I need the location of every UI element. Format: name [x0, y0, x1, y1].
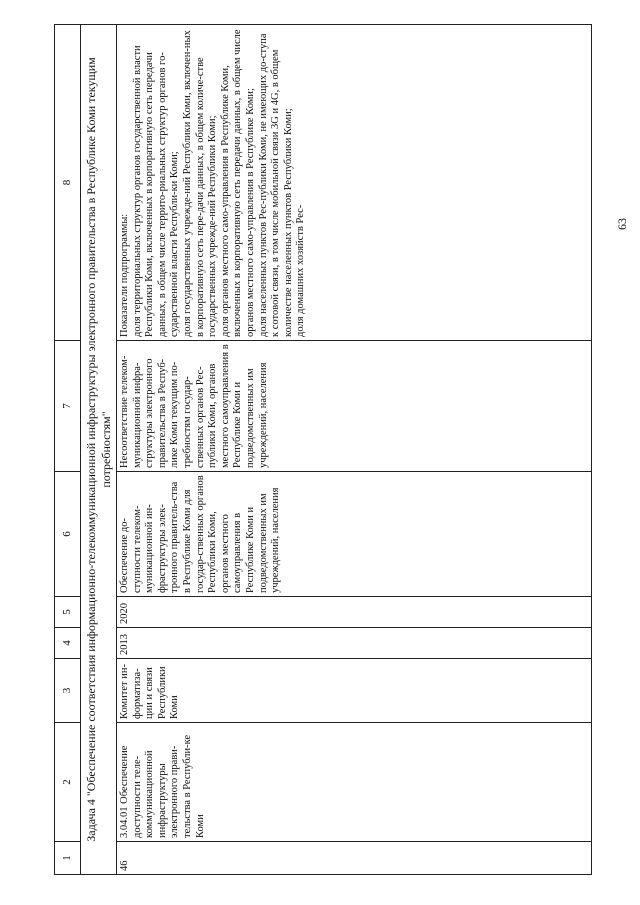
col-number-2: 2	[55, 723, 81, 842]
indicators-cell	[117, 25, 592, 341]
indicator-item: доля органов местного само-управления в Республике Коми, включенных в корпоративную сеть передачи данных, в общем числе органов местного само-управления в Республике Коми;	[219, 29, 256, 337]
table-header-row	[55, 25, 81, 875]
col-number-3: 3	[55, 659, 81, 723]
col-number-7: 7	[55, 341, 81, 472]
indicator-item: доля государственных учрежде-ний Республики Коми, включен-ных в корпоративную сеть пере-дачи данных, в общем количе-стве государственных учрежде-ний Республики Коми;	[181, 30, 219, 337]
task-row	[81, 25, 117, 875]
table-row	[117, 25, 592, 875]
end-year: 2020	[117, 597, 592, 628]
expected-result: Обеспечение до-ступности телеком-муникационной ин-фраструктуры элек-тронного правитель-ства в Республике Коми для государ-ственных органов Республики Коми, органов местного самоуправления в Республике Коми и подведомственных им учреждений, населения	[117, 472, 592, 597]
task-title: Задача 4 "Обеспечение соответствия информационно-телекоммуникационной инфраструктуры электронного правительства в Республике Коми текущим потребностям"	[81, 25, 117, 875]
col-number-6: 6	[55, 472, 81, 597]
measure-name: 3.04.01 Обеспечение доступности теле-коммуникационной инфраструктуры электронного прави-тельства в Республи-ке Коми	[117, 723, 592, 842]
page-number: 63	[615, 218, 629, 230]
row-number: 46	[117, 842, 592, 875]
indicator-item: доля территориальных структур органов государственной власти Республики Коми, включенных в корпоративную сеть передачи данных, в общем числе террито-риальных структур органов го-сударственной власти Республи-ки Коми;	[131, 45, 181, 337]
indicator-item: доля населенных пунктов Рес-публики Коми, не имеющих до-ступа к сотовой связи, в том числе мобильной связи 3G и 4G, в общем количестве населенных пунктов Республики Коми;	[257, 33, 294, 337]
start-year: 2013	[117, 628, 592, 659]
indicator-item: доля домашних хозяйств Рес-	[295, 204, 307, 337]
col-number-8: 8	[55, 25, 81, 341]
col-number-1: 1	[55, 842, 81, 875]
col-number-4: 4	[55, 628, 81, 659]
executor: Комитет ин-форматиза-ции и связи Республики Коми	[117, 659, 592, 723]
program-measures-table	[54, 24, 592, 875]
consequences: Несоответствие телеком-муникационной инфра-структуры электронного правительства в Респуб-лике Коми текущим по-требностям государ-ственных органов Рес-публики Коми, органов местного самоуправления в Республике Коми и подведомственных им учреждений, населения	[117, 341, 592, 472]
rotated-page	[50, 20, 629, 880]
col-number-5: 5	[55, 597, 81, 628]
indicator-heading: Показатели подпрограммы:	[119, 213, 130, 337]
